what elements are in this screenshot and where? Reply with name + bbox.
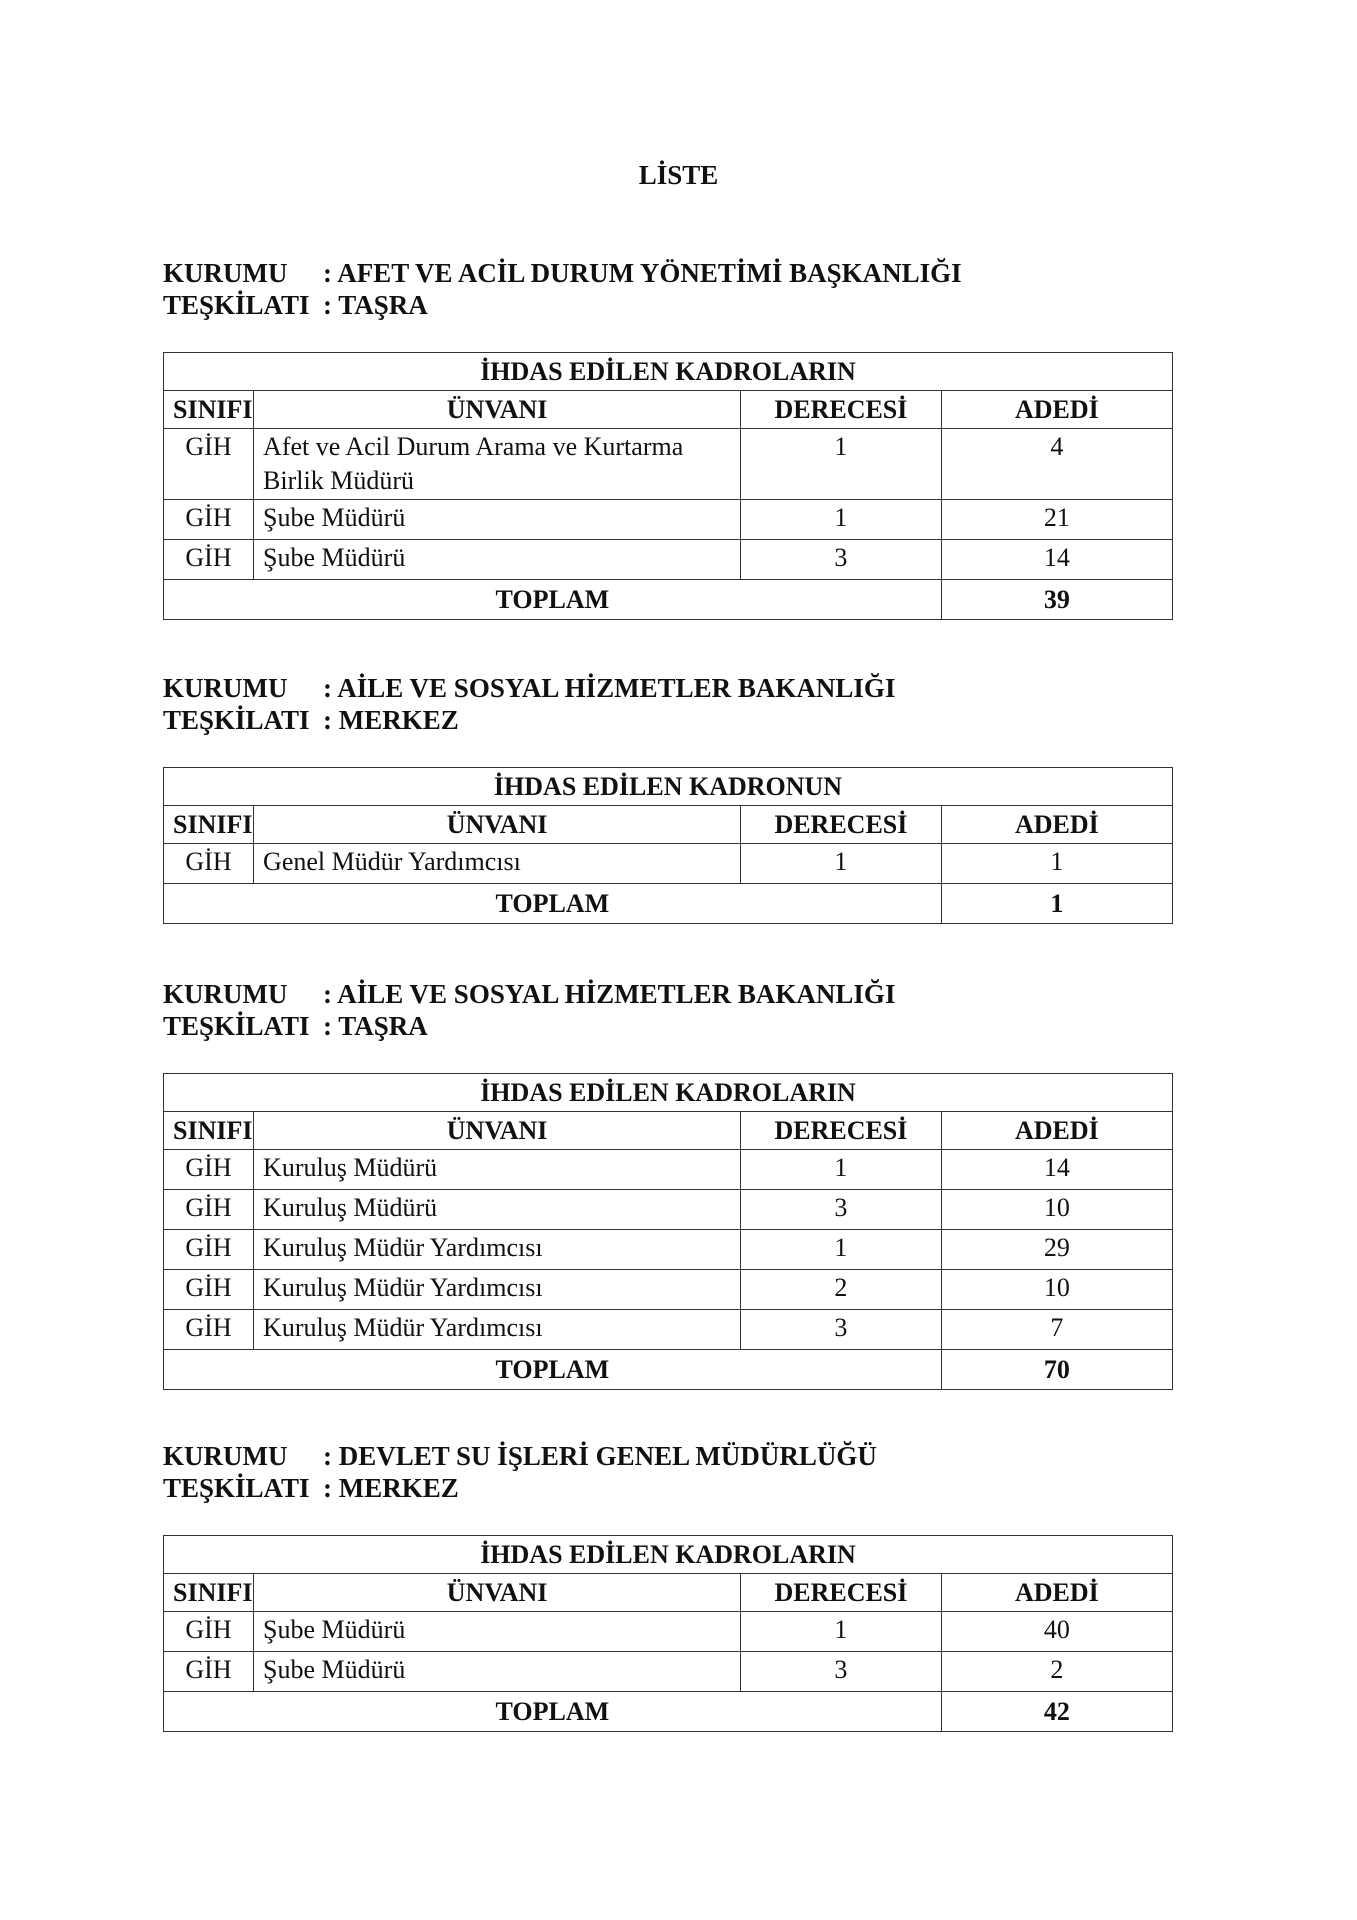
cell-adedi: 29 [941,1230,1172,1270]
total-label: TOPLAM [164,580,942,620]
cell-unvani: Afet ve Acil Durum Arama ve Kurtarma Birlik Müdürü [254,429,741,500]
col-header-adedi: ADEDİ [941,1112,1172,1150]
total-value: 42 [941,1692,1172,1732]
kurumu-label: KURUMU [163,673,288,703]
kadro-table [163,1535,1173,1732]
teskilati-label: TEŞKİLATI [163,290,310,320]
table-row [164,1150,1173,1190]
kadro-table [163,1073,1173,1390]
table-row [164,1230,1173,1270]
col-header-sinifi: SINIFI [164,1574,254,1612]
total-label: TOPLAM [164,884,942,924]
teskilati-label: TEŞKİLATI [163,705,310,735]
cell-sinifi: GİH [164,1310,254,1350]
teskilati-label: TEŞKİLATI [163,1011,310,1041]
col-header-derecesi: DERECESİ [741,806,942,844]
cell-unvani: Kuruluş Müdür Yardımcısı [254,1270,741,1310]
table-row [164,500,1173,540]
kurumu-value: AİLE VE SOSYAL HİZMETLER BAKANLIĞI [337,673,896,703]
col-header-unvani: ÜNVANI [254,391,741,429]
total-row [164,1350,1173,1390]
cell-unvani: Şube Müdürü [254,500,741,540]
total-value: 39 [941,580,1172,620]
teskilati-value: TAŞRA [338,290,428,320]
cell-unvani: Kuruluş Müdür Yardımcısı [254,1230,741,1270]
table-row [164,1652,1173,1692]
table-row [164,1612,1173,1652]
col-header-adedi: ADEDİ [941,391,1172,429]
section-aile-tasra [163,978,1173,1390]
cell-unvani: Genel Müdür Yardımcısı [254,844,741,884]
cell-unvani: Şube Müdürü [254,540,741,580]
total-row [164,580,1173,620]
table-title: İHDAS EDİLEN KADRONUN [164,768,1173,806]
kurumu-value: DEVLET SU İŞLERİ GENEL MÜDÜRLÜĞÜ [338,1441,877,1471]
table-row [164,429,1173,500]
col-header-derecesi: DERECESİ [741,391,942,429]
cell-unvani: Kuruluş Müdür Yardımcısı [254,1310,741,1350]
cell-adedi: 4 [941,429,1172,500]
cell-sinifi: GİH [164,1612,254,1652]
cell-derecesi: 2 [741,1270,942,1310]
cell-unvani: Şube Müdürü [254,1612,741,1652]
table-row [164,1310,1173,1350]
cell-adedi: 7 [941,1310,1172,1350]
col-header-adedi: ADEDİ [941,806,1172,844]
cell-adedi: 10 [941,1270,1172,1310]
cell-derecesi: 1 [741,500,942,540]
col-header-sinifi: SINIFI [164,391,254,429]
total-label: TOPLAM [164,1692,942,1732]
cell-sinifi: GİH [164,429,254,500]
cell-sinifi: GİH [164,1270,254,1310]
cell-derecesi: 1 [741,1230,942,1270]
kurumu-value: AFET VE ACİL DURUM YÖNETİMİ BAŞKANLIĞI [337,258,962,288]
teskilati-value: MERKEZ [338,1473,459,1503]
cell-sinifi: GİH [164,1230,254,1270]
kadro-table [163,352,1173,620]
teskilati-label: TEŞKİLATI [163,1473,310,1503]
kurumu-label: KURUMU [163,1441,288,1471]
cell-adedi: 14 [941,540,1172,580]
teskilati-line: TEŞKİLATI : TAŞRA [163,290,428,320]
table-title: İHDAS EDİLEN KADROLARIN [164,1536,1173,1574]
col-header-sinifi: SINIFI [164,1112,254,1150]
kurumu-line: KURUMU : AFET VE ACİL DURUM YÖNETİMİ BAŞKANLIĞI [163,258,962,288]
cell-sinifi: GİH [164,1150,254,1190]
table-row [164,540,1173,580]
total-label: TOPLAM [164,1350,942,1390]
col-header-derecesi: DERECESİ [741,1112,942,1150]
cell-derecesi: 3 [741,1190,942,1230]
col-header-unvani: ÜNVANI [254,1574,741,1612]
total-row [164,1692,1173,1732]
cell-derecesi: 1 [741,429,942,500]
cell-adedi: 21 [941,500,1172,540]
kurumu-value: AİLE VE SOSYAL HİZMETLER BAKANLIĞI [337,979,896,1009]
total-value: 1 [941,884,1172,924]
cell-derecesi: 3 [741,1652,942,1692]
cell-derecesi: 1 [741,1612,942,1652]
cell-derecesi: 3 [741,540,942,580]
table-row [164,1190,1173,1230]
cell-sinifi: GİH [164,1652,254,1692]
kadro-table [163,767,1173,924]
cell-derecesi: 3 [741,1310,942,1350]
teskilati-value: TAŞRA [338,1011,428,1041]
cell-unvani: Şube Müdürü [254,1652,741,1692]
col-header-unvani: ÜNVANI [254,806,741,844]
col-header-adedi: ADEDİ [941,1574,1172,1612]
total-row [164,884,1173,924]
table-title: İHDAS EDİLEN KADROLARIN [164,1074,1173,1112]
page-title: LİSTE [638,160,719,190]
kurumu-line: KURUMU : AİLE VE SOSYAL HİZMETLER BAKANLIĞI [163,979,896,1009]
section-afad-tasra [163,257,1173,620]
cell-unvani: Kuruluş Müdürü [254,1150,741,1190]
teskilati-line: TEŞKİLATI : MERKEZ [163,1473,459,1503]
section-aile-merkez [163,672,1173,924]
cell-derecesi: 1 [741,844,942,884]
col-header-derecesi: DERECESİ [741,1574,942,1612]
kurumu-line: KURUMU : DEVLET SU İŞLERİ GENEL MÜDÜRLÜĞÜ [163,1441,877,1471]
col-header-unvani: ÜNVANI [254,1112,741,1150]
kurumu-line: KURUMU : AİLE VE SOSYAL HİZMETLER BAKANLIĞI [163,673,896,703]
cell-adedi: 2 [941,1652,1172,1692]
kurumu-label: KURUMU [163,979,288,1009]
cell-adedi: 40 [941,1612,1172,1652]
cell-sinifi: GİH [164,540,254,580]
table-title: İHDAS EDİLEN KADROLARIN [164,353,1173,391]
cell-adedi: 1 [941,844,1172,884]
teskilati-line: TEŞKİLATI : TAŞRA [163,1011,428,1041]
cell-sinifi: GİH [164,1190,254,1230]
table-row [164,1270,1173,1310]
table-row [164,844,1173,884]
kurumu-label: KURUMU [163,258,288,288]
cell-sinifi: GİH [164,500,254,540]
cell-adedi: 14 [941,1150,1172,1190]
section-dsi-merkez [163,1440,1173,1732]
col-header-sinifi: SINIFI [164,806,254,844]
cell-unvani: Kuruluş Müdürü [254,1190,741,1230]
teskilati-line: TEŞKİLATI : MERKEZ [163,705,459,735]
cell-adedi: 10 [941,1190,1172,1230]
cell-derecesi: 1 [741,1150,942,1190]
cell-sinifi: GİH [164,844,254,884]
teskilati-value: MERKEZ [338,705,459,735]
total-value: 70 [941,1350,1172,1390]
